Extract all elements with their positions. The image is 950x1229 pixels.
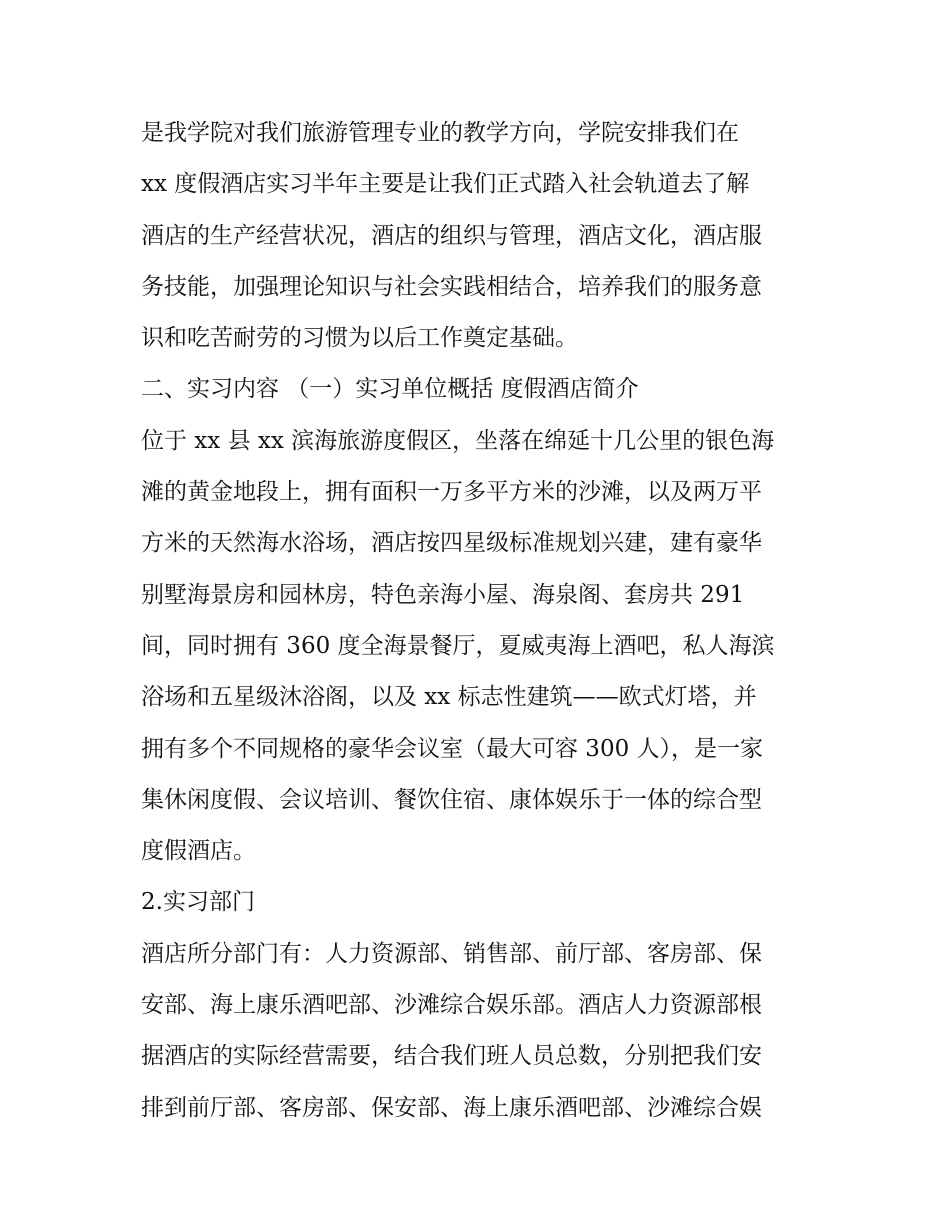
section-heading: 二、实习内容 （一）实习单位概括 度假酒店简介 bbox=[141, 376, 639, 403]
text-line: xx 度假酒店实习半年主要是让我们正式踏入社会轨道去了解 bbox=[141, 171, 750, 198]
body-text bbox=[141, 108, 821, 1134]
text-line: 排到前厅部、客房部、保安部、海上康乐酒吧部、沙滩综合娱 bbox=[141, 1094, 762, 1121]
text-line: 务技能，加强理论知识与社会实践相结合，培养我们的服务意 bbox=[141, 273, 762, 300]
text-line: 集休闲度假、会议培训、餐饮住宿、康体娱乐于一体的综合型 bbox=[141, 786, 762, 813]
text-line: 间，同时拥有 360 度全海景餐厅，夏威夷海上酒吧，私人海滨 bbox=[141, 632, 775, 659]
text-line: 识和吃苦耐劳的习惯为以后工作奠定基础。 bbox=[141, 325, 578, 352]
text-line: 位于 xx 县 xx 滨海旅游度假区，坐落在绵延十几公里的银色海 bbox=[141, 427, 775, 454]
text-line: 方米的天然海水浴场，酒店按四星级标准规划兴建，建有豪华 bbox=[141, 530, 762, 557]
text-line: 度假酒店。 bbox=[141, 838, 256, 865]
text-line: 别墅海景房和园林房，特色亲海小屋、海泉阁、套房共 291 bbox=[141, 581, 745, 608]
text-line: 据酒店的实际经营需要，结合我们班人员总数，分别把我们安 bbox=[141, 1043, 762, 1070]
text-line: 安部、海上康乐酒吧部、沙滩综合娱乐部。酒店人力资源部根 bbox=[141, 992, 762, 1019]
text-line: 是我学院对我们旅游管理专业的教学方向，学院安排我们在 bbox=[141, 120, 739, 146]
text-line: 拥有多个不同规格的豪华会议室（最大可容 300 人），是一家 bbox=[141, 735, 764, 762]
text-line: 浴场和五星级沐浴阁，以及 xx 标志性建筑——欧式灯塔，并 bbox=[141, 684, 757, 711]
section-heading: 2.实习部门 bbox=[141, 889, 255, 916]
text-line: 酒店的生产经营状况，酒店的组织与管理，酒店文化，酒店服 bbox=[141, 222, 762, 249]
text-line: 酒店所分部门有：人力资源部、销售部、前厅部、客房部、保 bbox=[141, 940, 762, 967]
text-line: 滩的黄金地段上，拥有面积一万多平方米的沙滩，以及两万平 bbox=[141, 479, 762, 506]
